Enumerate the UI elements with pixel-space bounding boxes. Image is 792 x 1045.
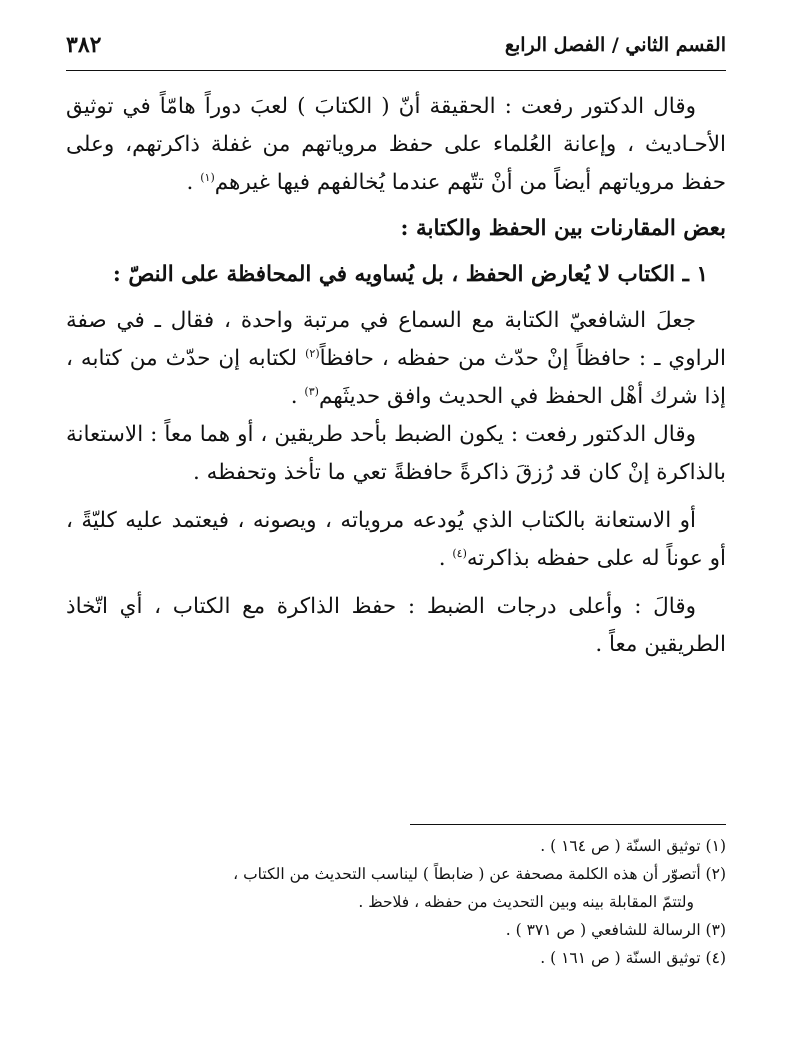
running-header — [66, 32, 726, 68]
paragraph-3: وقال الدكتور رفعت : يكون الضبط بأحد طريقين ، أو هما معاً : الاستعانة بالذاكرة إنْ كان قد رُزقَ ذاكرةً حافظةً تعي ما تأخذ وتحفظه . — [66, 422, 726, 485]
paragraph-2-text-a: جعلَ الشافعيّ الكتابة مع السماع في مرتبة واحدة ، فقال ـ في صفة الراوي ـ : حافظاً إنْ حدّث من حفظه ، حافظاً — [66, 308, 726, 371]
footnote-2-continued: ولتتمّ المقابلة بينه وبين التحديث من حفظه ، فلاحظ . — [358, 893, 694, 911]
footnotes — [66, 832, 726, 972]
paragraph-1-text: وقال الدكتور رفعت : الحقيقة أنّ ( الكتابَ ) لعبَ دوراً هامّاً في توثيق الأحـاديث ، وإعانة العُلماء على حفظ مروياتهم من غفلة ذاكرتهم، وعلى حفظ مروياتهم أيضاً من أنْ تتّهم عندما يُخالفهم فيها غيرهم — [66, 94, 726, 195]
paragraph-2-end: . — [290, 384, 305, 409]
paragraph-4-text: أو الاستعانة بالكتاب الذي يُودعه مروياته ، ويصونه ، فيعتمد عليه كليّةً ، أو عوناً له على حفظه بذاكرته — [66, 508, 726, 571]
footnote-4: (٤) توثيق السنّة ( ص ١٦١ ) . — [540, 949, 726, 967]
paragraph-4 — [66, 502, 726, 578]
paragraph-2-text-b: لكتابه إن حدّث من كتابه ، إذا شرك أهْل الحفظ في الحديث وافق حديثَهم — [66, 346, 726, 409]
subsection-heading: ١ ـ الكتاب لا يُعارض الحفظ ، بل يُساويه في المحافظة على النصّ : — [112, 262, 708, 287]
main-text — [66, 88, 726, 664]
footnote-1: (١) توثيق السنّة ( ص ١٦٤ ) . — [540, 837, 726, 855]
paragraph-5: وقالَ : وأعلى درجات الضبط : حفظ الذاكرة مع الكتاب ، أي اتّخاذ الطريقين معاً . — [66, 594, 726, 657]
footnote-ref-3: (٣) — [304, 384, 319, 398]
footnote-2: (٢) أتصوّر أن هذه الكلمة مصحفة عن ( ضابطاً ) ليناسب التحديث من الكتاب ، — [233, 865, 726, 883]
footnote-ref-1: (١) — [200, 170, 215, 184]
footnote-rule — [410, 824, 726, 825]
paragraph-1 — [66, 88, 726, 202]
paragraph-4-end: . — [438, 546, 453, 571]
footnote-ref-2: (٢) — [305, 346, 320, 360]
paragraph-1-end: . — [186, 170, 201, 195]
header-rule — [66, 70, 726, 71]
chapter-title: القسم الثاني / الفصل الرابع — [504, 34, 726, 56]
paragraph-2 — [66, 302, 726, 416]
page-number: ٣٨٢ — [66, 32, 102, 58]
section-heading: بعض المقارنات بين الحفظ والكتابة : — [400, 216, 726, 241]
footnote-ref-4: (٤) — [452, 546, 467, 560]
footnote-3: (٣) الرسالة للشافعي ( ص ٣٧١ ) . — [505, 921, 726, 939]
